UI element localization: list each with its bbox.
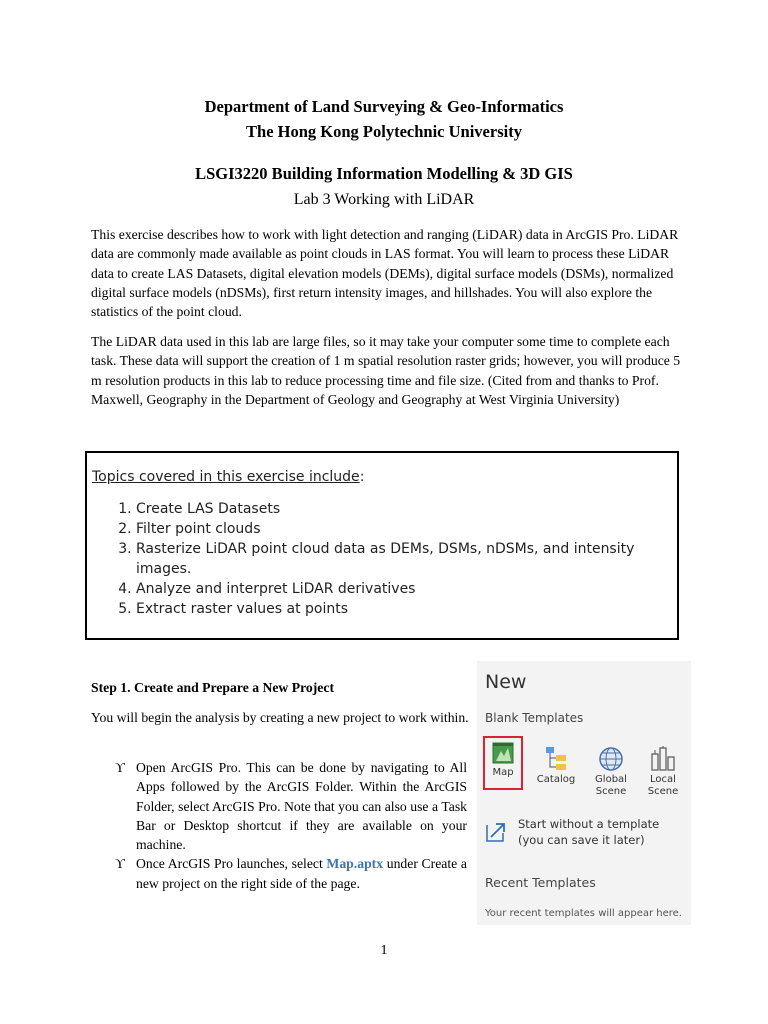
map-icon bbox=[492, 741, 514, 765]
start-without-line-1: Start without a template bbox=[518, 817, 660, 831]
template-label: Local Scene bbox=[647, 774, 679, 797]
map-aptx-link[interactable]: Map.aptx bbox=[326, 856, 384, 872]
start-without-line-2: (you can save it later) bbox=[518, 833, 645, 847]
blank-templates-heading: Blank Templates bbox=[485, 711, 584, 725]
bullet-symbol: ϒ bbox=[115, 760, 125, 775]
arcgis-new-panel bbox=[477, 661, 691, 925]
template-label: Catalog bbox=[536, 774, 576, 785]
university-name: The Hong Kong Polytechnic University bbox=[246, 122, 522, 141]
topic-item: 3. Rasterize LiDAR point cloud data as DEMs, DSMs, nDSMs, and intensity images. bbox=[136, 539, 681, 579]
topics-title-colon: : bbox=[359, 469, 365, 485]
template-global-scene[interactable] bbox=[589, 746, 633, 798]
topics-list bbox=[92, 499, 681, 619]
template-label: Global Scene bbox=[595, 774, 627, 797]
step1-bullets bbox=[91, 758, 467, 893]
step1-bullet-2 bbox=[91, 854, 467, 893]
bullet-text-start: Once ArcGIS Pro launches, select bbox=[136, 856, 327, 872]
topics-title bbox=[92, 469, 364, 485]
catalog-icon bbox=[542, 746, 570, 772]
arrow-up-right-icon bbox=[485, 821, 507, 843]
bullet-text-end: under Create a new project on the right side of the page. bbox=[136, 856, 467, 891]
bullet-symbol: ϒ bbox=[115, 856, 125, 872]
step1-title: Step 1. Create and Prepare a New Project bbox=[91, 680, 335, 695]
page-number: 1 bbox=[380, 943, 388, 958]
topics-box bbox=[85, 451, 679, 640]
local-scene-icon bbox=[649, 746, 677, 772]
step1-bullet-1 bbox=[91, 758, 467, 854]
bullet-text: Open ArcGIS Pro. This can be done by navigating to All Apps followed by the ArcGIS Folder. Within the ArcGIS Folder, select ArcGIS Pro. Note that you can also use a Task Bar or Desktop shortcut if they are available on your machine. bbox=[136, 760, 467, 853]
topics-title-text: Topics covered in this exercise include bbox=[92, 469, 360, 485]
step1-intro: You will begin the analysis by creating a new project to work within. bbox=[91, 710, 469, 725]
department-name: Department of Land Surveying & Geo-Informatics bbox=[204, 97, 564, 116]
department-heading bbox=[0, 94, 768, 144]
template-label: Map bbox=[492, 767, 514, 778]
topic-item: 5. Extract raster values at points bbox=[136, 599, 681, 619]
globe-icon bbox=[597, 746, 625, 772]
panel-heading-new: New bbox=[485, 671, 527, 693]
template-local-scene[interactable] bbox=[641, 746, 685, 798]
intro-paragraph-2: The LiDAR data used in this lab are large files, so it may take your computer some time to complete each task. These data will support the creation of 1 m spatial resolution raster grids; however, you will produce 5 m resolution products in this lab to reduce processing time and file size. (Cited from and thanks to Prof. Maxwell, Geography in the Department of Geology and Geography at West Virginia University) bbox=[91, 334, 681, 407]
course-title: LSGI3220 Building Information Modelling & 3D GIS bbox=[195, 164, 573, 183]
template-catalog[interactable] bbox=[535, 746, 577, 786]
recent-templates-hint: Your recent templates will appear here. bbox=[485, 908, 682, 919]
topic-item: 2. Filter point clouds bbox=[136, 519, 681, 539]
start-without-template-text bbox=[518, 816, 659, 848]
topic-item: 4. Analyze and interpret LiDAR derivatives bbox=[136, 579, 681, 599]
intro-paragraph-1: This exercise describes how to work with light detection and ranging (LiDAR) data in ArcGIS Pro. LiDAR data are commonly made available as point clouds in LAS format. You will learn to process these LiDAR data to create LAS Datasets, digital elevation models (DEMs), digital surface models (DSMs), normalized digital surface models (nDSMs), first return intensity images, and hillshades. You will also explore the statistics of the point cloud. bbox=[91, 227, 679, 320]
topic-item: 1. Create LAS Datasets bbox=[136, 499, 681, 519]
recent-templates-heading: Recent Templates bbox=[485, 875, 596, 890]
template-map[interactable] bbox=[483, 736, 523, 790]
lab-title: Lab 3 Working with LiDAR bbox=[293, 191, 475, 208]
